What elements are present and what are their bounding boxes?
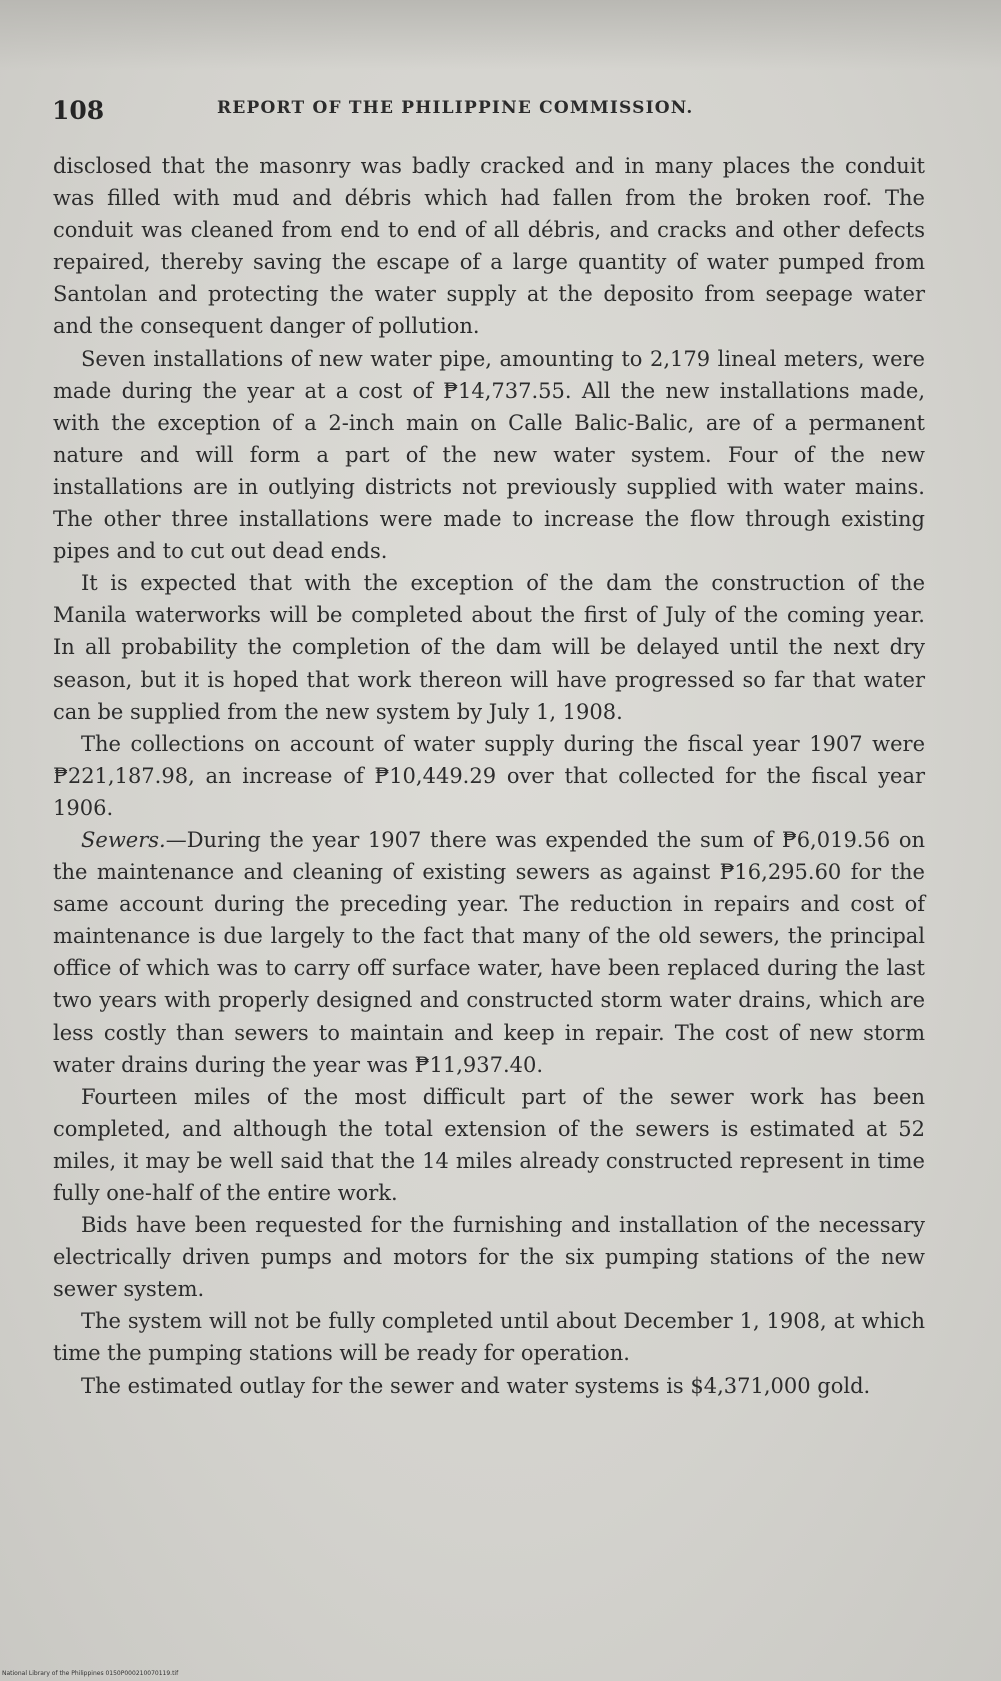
paragraph-text: —During the year 1907 there was expended the sum of ₱6,019.56 on the maintenance and cleaning of existing sewers as against ₱16,295.60 for the same account during the preceding year. The reduction in repairs and cost of maintenance is due largely to the fact that many of the old sewers, the principal office of which was to carry off surface water, have been replaced during the last two years with properly designed and constructed storm water drains, which are less costly than sewers to maintain and keep in repair. The cost of new storm water drains during the year was ₱11,937.40. (53, 827, 925, 1077)
library-credit: National Library of the Philippines 0150P000210070119.tif (2, 1670, 179, 1677)
paragraph-text: It is expected that with the exception of the dam the construction of the Manila waterworks will be completed about the first of July of the coming year. In all probability the completion of the dam will be delayed until the next dry season, but it is hoped that work thereon will have progressed so far that water can be supplied from the new system by July 1, 1908. (53, 571, 925, 724)
paragraph-collections (53, 728, 925, 824)
running-head: REPORT OF THE PHILIPPINE COMMISSION. (217, 98, 694, 118)
paragraph-text: Bids have been requested for the furnishing and installation of the necessary electrically driven pumps and motors for the six pumping stations of the new sewer system. (53, 1213, 925, 1302)
paragraph-text: The system will not be fully completed until about December 1, 1908, at which time the pumping stations will be ready for operation. (53, 1309, 925, 1366)
page-number: 108 (52, 96, 105, 125)
sewers-heading: Sewers. (81, 827, 166, 852)
page-header (52, 96, 932, 130)
paragraph-text: Seven installations of new water pipe, amounting to 2,179 lineal meters, were made during the year at a cost of ₱14,737.55. All the new installations made, with the exception of a 2-inch main on Calle Balic-Balic, are of a permanent nature and will form a part of the new water system. Four of the new installations are in outlying districts not previously supplied with water mains. The other three installations were made to increase the flow through existing pipes and to cut out dead ends. (53, 346, 925, 564)
paragraph-outlay (53, 1370, 925, 1402)
paragraph-completion (53, 1305, 925, 1369)
paragraph-waterworks (53, 567, 925, 727)
paragraph-bids (53, 1209, 925, 1305)
body-text (53, 150, 925, 1402)
paragraph-text: The estimated outlay for the sewer and water systems is $4,371,000 gold. (81, 1373, 871, 1398)
paragraph-sewer-miles (53, 1081, 925, 1209)
paragraph-sewers (53, 824, 925, 1081)
paragraph-text: disclosed that the masonry was badly cracked and in many places the conduit was filled with mud and débris which had fallen from the broken roof. The conduit was cleaned from end to end of all débris, and cracks and other defects repaired, thereby saving the escape of a large quantity of water pumped from Santolan and protecting the water supply at the deposito from seepage water and the consequent danger of pollution. (53, 154, 925, 339)
paragraph-water-pipe (53, 343, 925, 568)
paragraph-continued (53, 150, 925, 343)
paragraph-text: Fourteen miles of the most difficult part of the sewer work has been completed, and although the total extension of the sewers is estimated at 52 miles, it may be well said that the 14 miles already constructed represent in time fully one-half of the entire work. (53, 1084, 925, 1205)
paragraph-text: The collections on account of water supply during the fiscal year 1907 were ₱221,187.98, an increase of ₱10,449.29 over that collected for the fiscal year 1906. (53, 731, 925, 820)
scan-shadow (0, 0, 1001, 70)
